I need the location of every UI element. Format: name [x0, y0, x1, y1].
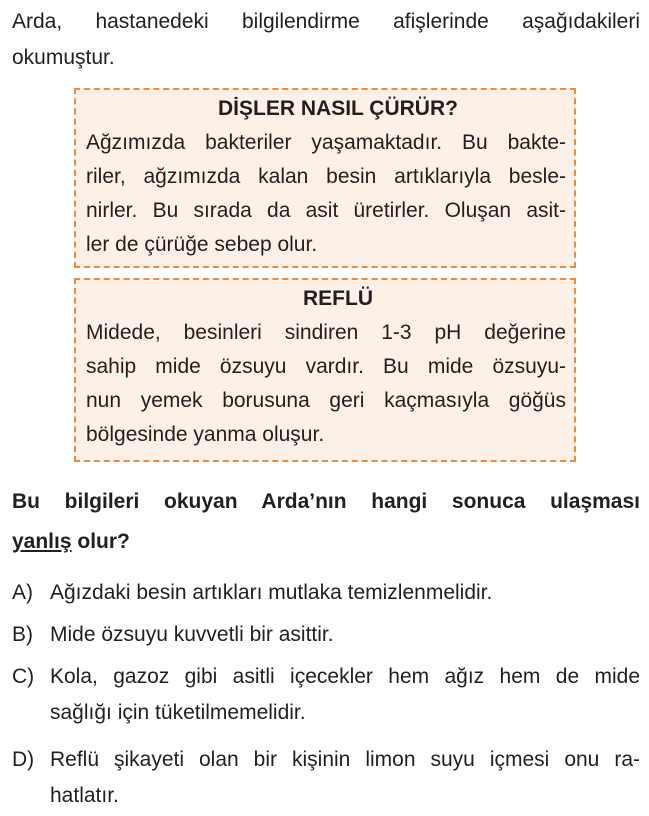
info-box-reflux	[74, 278, 576, 462]
option-b[interactable]	[12, 617, 640, 653]
question-line: Bu bilgileri okuyan Arda’nın hangi sonuca ulaşması	[12, 490, 640, 513]
question-text	[12, 482, 640, 562]
question-line-rest: olur?	[71, 530, 130, 553]
option-text	[50, 617, 640, 653]
option-letter: B)	[12, 623, 33, 646]
option-text	[50, 742, 640, 814]
option-line: Kola, gazoz gibi asitli içecekler hem ağız hem de mide	[50, 665, 640, 688]
option-text	[50, 575, 640, 611]
box-line: riler, ağzımızda kalan besin artıklarıyla besle-	[86, 165, 566, 188]
option-d[interactable]	[12, 742, 640, 814]
box-line: Ağzımızda bakteriler yaşamaktadır. Bu bakte-	[86, 131, 566, 154]
intro-line: okumuştur.	[12, 46, 115, 69]
box-line: bölgesinde yanma oluşur.	[86, 423, 325, 446]
intro-text	[12, 4, 640, 76]
option-line: Reflü şikayeti olan bir kişinin limon suyu içmesi onu ra-	[50, 748, 640, 771]
box-title: REFLÜ	[303, 287, 373, 310]
question-emphasis: yanlış	[12, 530, 72, 553]
intro-line: Arda, hastanedeki bilgilendirme afişlerinde aşağıdakileri	[12, 10, 640, 33]
option-letter: C)	[12, 665, 35, 688]
box-line: nirler. Bu sırada da asit üretirler. Oluşan asit-	[86, 199, 566, 222]
option-line: sağlığı için tüketilmemelidir.	[50, 701, 306, 724]
box-line: ler de çürüğe sebep olur.	[86, 233, 318, 256]
box-line: nun yemek borusuna geri kaçmasıyla göğüs	[86, 389, 566, 412]
info-box-dental-decay	[74, 88, 576, 268]
box-title: DİŞLER NASIL ÇÜRÜR?	[218, 97, 458, 120]
option-text	[50, 659, 640, 731]
option-letter: D)	[12, 748, 35, 771]
option-line: hatlatır.	[50, 784, 119, 807]
question-line	[12, 522, 640, 562]
box-line: sahip mide özsuyu vardır. Bu mide özsuyu-	[86, 355, 566, 378]
option-c[interactable]	[12, 659, 640, 731]
option-line: Mide özsuyu kuvvetli bir asittir.	[50, 623, 334, 646]
box-line: Midede, besinleri sindiren 1-3 pH değerine	[86, 321, 566, 344]
option-letter: A)	[12, 581, 33, 604]
option-a[interactable]	[12, 575, 640, 611]
option-line: Ağızdaki besin artıkları mutlaka temizlenmelidir.	[50, 581, 493, 604]
